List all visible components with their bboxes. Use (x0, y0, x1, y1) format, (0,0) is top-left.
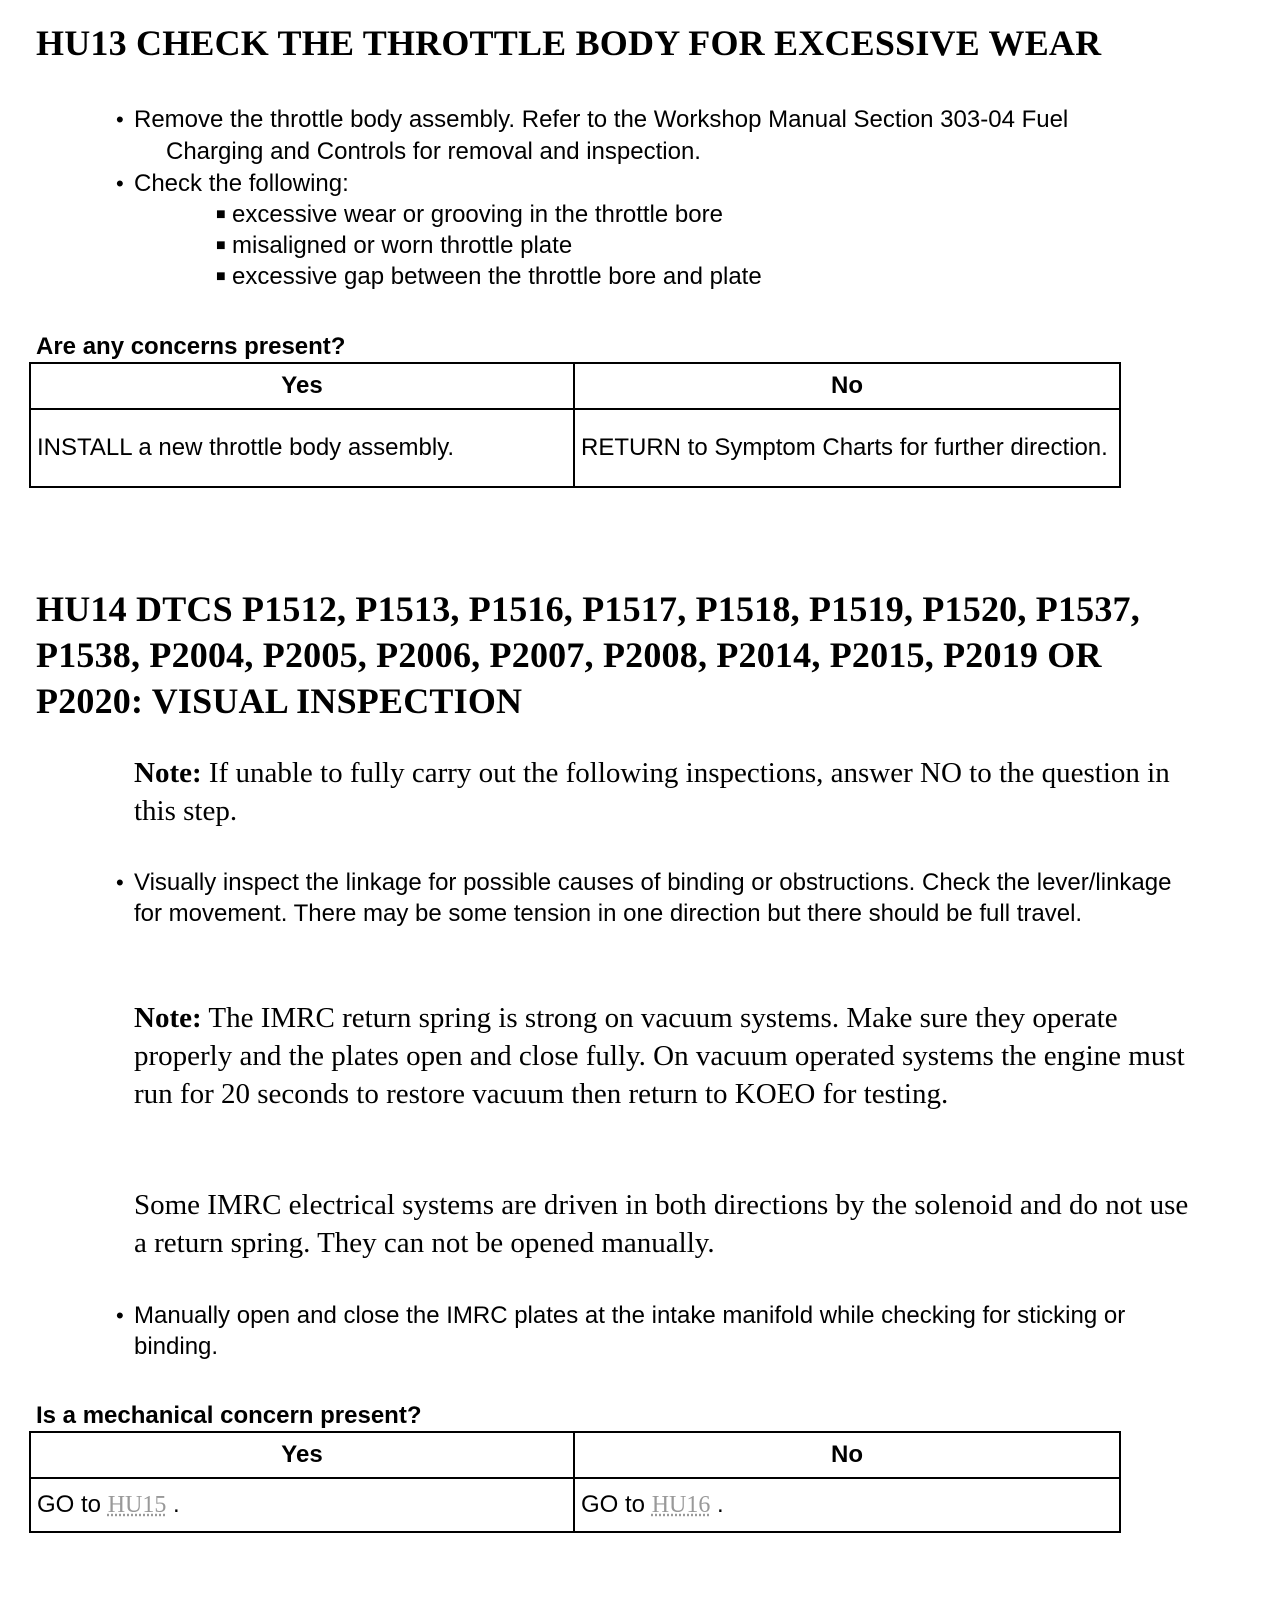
table-header-no: No (574, 363, 1120, 409)
bullet-dot-icon: • (116, 1303, 124, 1328)
table-cell-no: GO to HU16 . (574, 1478, 1120, 1532)
bullet-dot-icon: • (116, 870, 124, 895)
table-cell-yes: INSTALL a new throttle body assembly. (30, 409, 574, 487)
bullet-square-icon: ■ (216, 268, 226, 285)
hu13-bullet-remove: • Remove the throttle body assembly. Refer to the Workshop Manual Section 303-04 Fuel Charging and Controls for removal and inspection. (116, 106, 1069, 165)
bullet-dot-icon: • (116, 107, 124, 132)
hu13-answer-table (29, 362, 1121, 488)
hu13-question: Are any concerns present? (36, 333, 346, 360)
hu13-heading: HU13 CHECK THE THROTTLE BODY FOR EXCESSIVE WEAR (36, 23, 1102, 63)
bullet-square-icon: ■ (216, 206, 226, 223)
table-header-no: No (574, 1432, 1120, 1478)
hu13-sub-item: ■ excessive gap between the throttle bore and plate (232, 261, 762, 293)
hu14-bullet-imrc: • Manually open and close the IMRC plates at the intake manifold while checking for sticking or binding. (116, 1302, 1126, 1360)
hu15-link[interactable]: HU15 (107, 1492, 167, 1518)
table-header-yes: Yes (30, 1432, 574, 1478)
hu13-sub-item: ■ excessive wear or grooving in the throttle bore (232, 199, 723, 231)
hu16-link[interactable]: HU16 (651, 1492, 711, 1518)
hu14-note-2: Note: The IMRC return spring is strong on vacuum systems. Make sure they operate properly and the plates open and close fully. On vacuum operated systems the engine must run for 20 seconds to restore vacuum then return to KOEO for testing. (134, 1002, 1185, 1110)
table-header-yes: Yes (30, 363, 574, 409)
bullet-dot-icon: • (116, 171, 124, 196)
hu14-question: Is a mechanical concern present? (36, 1402, 422, 1429)
hu14-note-1: Note: If unable to fully carry out the following inspections, answer NO to the question in this step. (134, 757, 1170, 827)
hu14-answer-table (29, 1431, 1121, 1533)
bullet-square-icon: ■ (216, 237, 226, 254)
table-cell-yes: GO to HU15 . (30, 1478, 574, 1532)
hu14-note-3: Some IMRC electrical systems are driven in both directions by the solenoid and do not use a return spring. They can not be opened manually. (134, 1189, 1189, 1259)
table-cell-no: RETURN to Symptom Charts for further direction. (574, 409, 1120, 487)
hu14-heading: HU14 DTCS P1512, P1513, P1516, P1517, P1518, P1519, P1520, P1537, P1538, P2004, P2005, P2006, P2007, P2008, P2014, P2015, P2019 OR P2020: VISUAL INSPECTION (36, 589, 1140, 721)
hu14-bullet-linkage: • Visually inspect the linkage for possible causes of binding or obstructions. Check the lever/linkage for movement. There may be some tension in one direction but there should be full travel. (116, 869, 1172, 927)
hu13-bullet-check: • Check the following: (134, 168, 349, 200)
hu13-sub-item: ■ misaligned or worn throttle plate (232, 230, 572, 262)
